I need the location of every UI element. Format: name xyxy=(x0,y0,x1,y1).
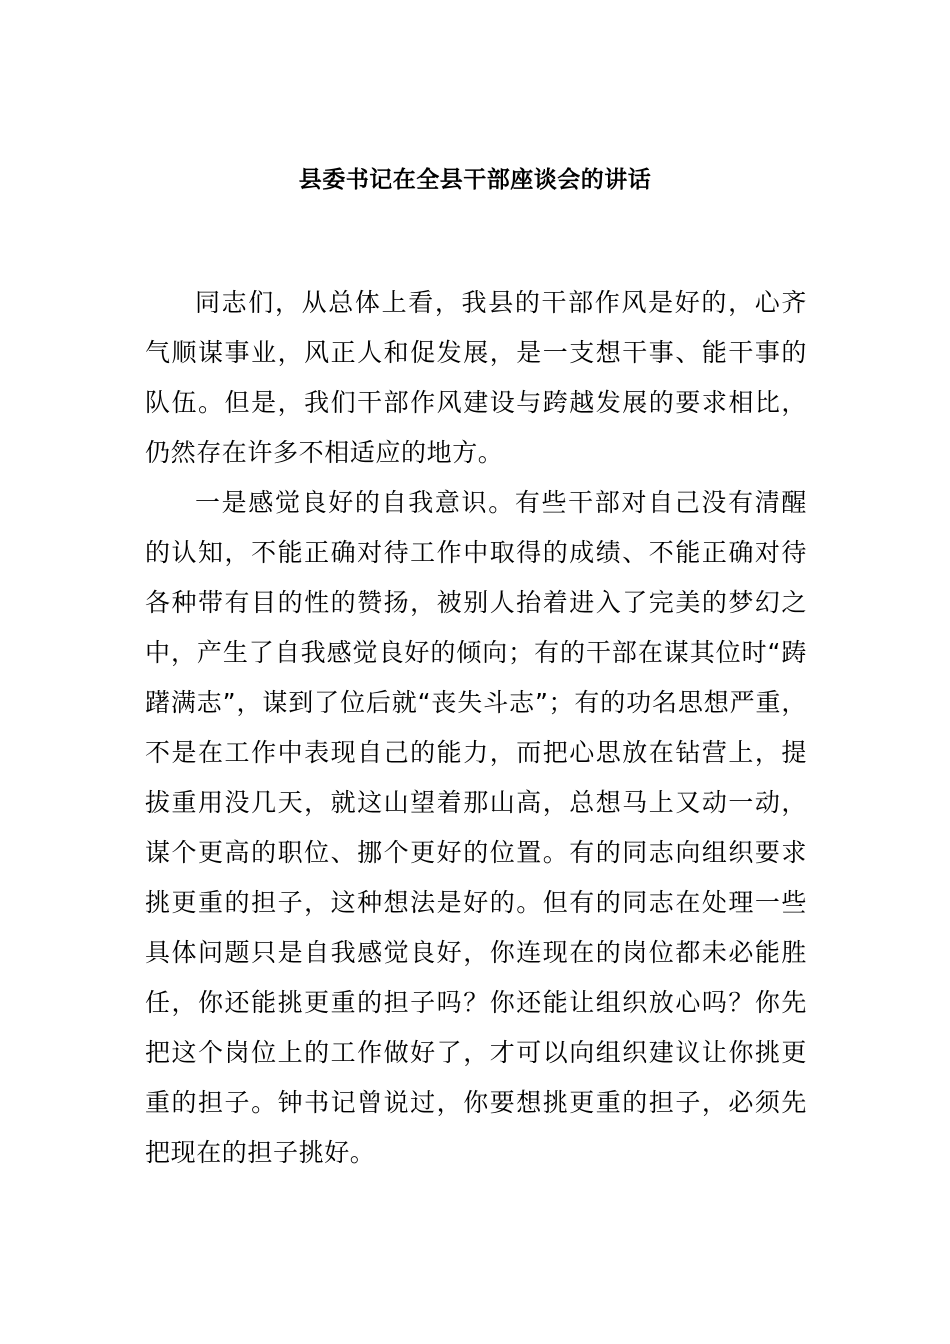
document-body xyxy=(145,278,807,1178)
paragraph-intro: 同志们，从总体上看，我县的干部作风是好的，心齐气顺谋事业，风正人和促发展，是一支想干事、能干事的队伍。但是，我们干部作风建设与跨越发展的要求相比，仍然存在许多不相适应的地方。 xyxy=(145,288,807,467)
paragraph-point-one: 一是感觉良好的自我意识。有些干部对自己没有清醒的认知，不能正确对待工作中取得的成绩、不能正确对待各种带有目的性的赞扬，被别人抬着进入了完美的梦幻之中，产生了自我感觉良好的倾向；有的干部在谋其位时“踌躇满志”，谋到了位后就“丧失斗志”；有的功名思想严重，不是在工作中表现自己的能力，而把心思放在钻营上，提拔重用没几天，就这山望着那山高，总想马上又动一动，谋个更高的职位、挪个更好的位置。有的同志向组织要求挑更重的担子，这种想法是好的。但有的同志在处理一些具体问题只是自我感觉良好，你连现在的岗位都未必能胜任，你还能挑更重的担子吗？你还能让组织放心吗？你先把这个岗位上的工作做好了，才可以向组织建议让你挑更重的担子。钟书记曾说过，你要想挑更重的担子，必须先把现在的担子挑好。 xyxy=(145,488,807,1167)
document-title: 县委书记在全县干部座谈会的讲话 xyxy=(298,167,652,193)
